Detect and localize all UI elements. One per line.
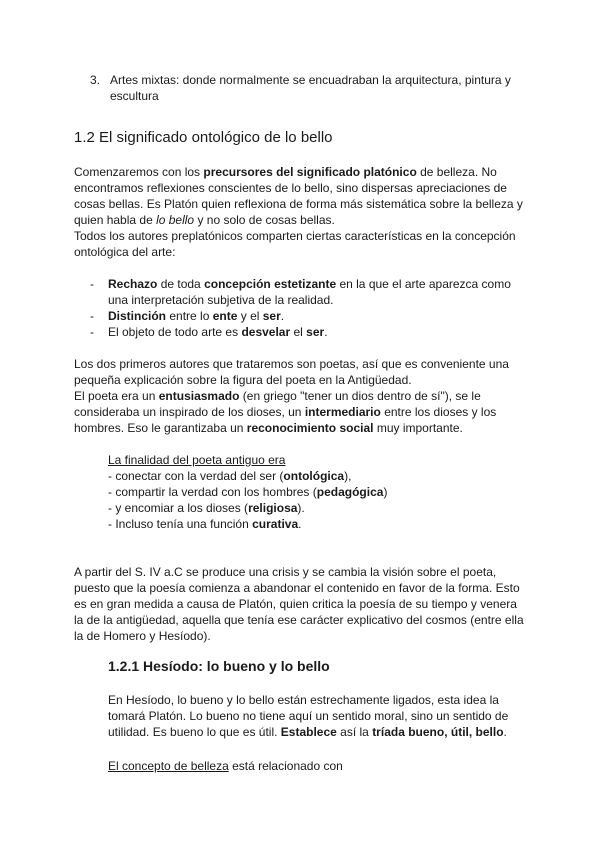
paragraph-line: quien habla de lo bello y no solo de cosas bellas.: [74, 213, 335, 227]
paragraph-line: cosas bellas. Es Platón quien reflexiona de forma más sistemática sobre la belleza y: [74, 197, 523, 211]
paragraph-line: El poeta era un entusiasmado (en griego "tener un dios dentro de sí"), se le: [74, 389, 481, 403]
paragraph-line: consideraba un inspirado de los dioses, un intermediario entre los dioses y los: [74, 405, 497, 419]
paragraph-line: la de Homero y Hesíodo).: [74, 629, 211, 643]
paragraph-line: puesto que la poesía comienza a abandonar el contenido en favor de la forma. Esto: [74, 581, 520, 595]
paragraph-line: Los dos primeros autores que trataremos son poetas, así que es conveniente una: [74, 357, 509, 371]
bullet-item: Rechazo de toda concepción estetizante en la que el arte aparezca como: [108, 277, 511, 291]
paragraph-line: El concepto de belleza está relacionado con: [108, 759, 343, 773]
bullet-item: Distinción entre lo ente y el ser.: [108, 309, 285, 323]
section-heading: 1.2 El significado ontológico de lo bello: [74, 129, 333, 146]
paragraph-line: tomará Platón. Lo bueno no tiene aquí un sentido moral, sino un sentido de: [108, 709, 509, 723]
paragraph-line: hombres. Eso le garantizaba un reconocimiento social muy importante.: [74, 421, 463, 435]
list-number: 3.: [90, 73, 101, 87]
paragraph-line: En Hesíodo, lo bueno y lo bello están estrechamente ligados, esta idea la: [108, 693, 499, 707]
paragraph-line: pequeña explicación sobre la figura del poeta en la Antigüedad.: [74, 373, 412, 387]
list-item-text: Artes mixtas: donde normalmente se encuadraban la arquitectura, pintura y: [110, 73, 511, 87]
subsection-heading: 1.2.1 Hesíodo: lo bueno y lo bello: [108, 658, 330, 674]
paragraph-line: es en gran medida a causa de Platón, quien critica la poesía de su tiempo y venera: [74, 597, 517, 611]
bullet-dash: -: [90, 325, 94, 339]
finalidad-item: - compartir la verdad con los hombres (pedagógica): [108, 485, 388, 499]
bullet-item-continued: una interpretación subjetiva de la realidad.: [108, 293, 334, 307]
bullet-dash: -: [90, 277, 94, 291]
finalidad-item: - Incluso tenía una función curativa.: [108, 517, 302, 531]
paragraph-line: utilidad. Es bueno lo que es útil. Establece así la tríada bueno, útil, bello.: [108, 725, 507, 739]
finalidad-title: La finalidad del poeta antiguo era: [108, 453, 286, 467]
finalidad-item: - conectar con la verdad del ser (ontológica),: [108, 469, 352, 483]
paragraph-line: Comenzaremos con los precursores del significado platónico de belleza. No: [74, 165, 497, 179]
bullet-dash: -: [90, 309, 94, 323]
paragraph-line: Todos los autores preplatónicos comparten ciertas características en la concepción: [74, 229, 516, 243]
list-item-text-continued: escultura: [110, 89, 159, 103]
paragraph-line: la de la antigüedad, aquella que tenía ese carácter explicativo del cosmos (entre ella: [74, 613, 524, 627]
paragraph-line: encontramos reflexiones conscientes de lo bello, sino dispersas apreciaciones de: [74, 181, 507, 195]
paragraph-line: A partir del S. IV a.C se produce una crisis y se cambia la visión sobre el poeta,: [74, 565, 497, 579]
finalidad-item: - y encomiar a los dioses (religiosa).: [108, 501, 305, 515]
bullet-item: El objeto de todo arte es desvelar el ser.: [108, 325, 328, 339]
paragraph-line: ontológica del arte:: [74, 245, 176, 259]
